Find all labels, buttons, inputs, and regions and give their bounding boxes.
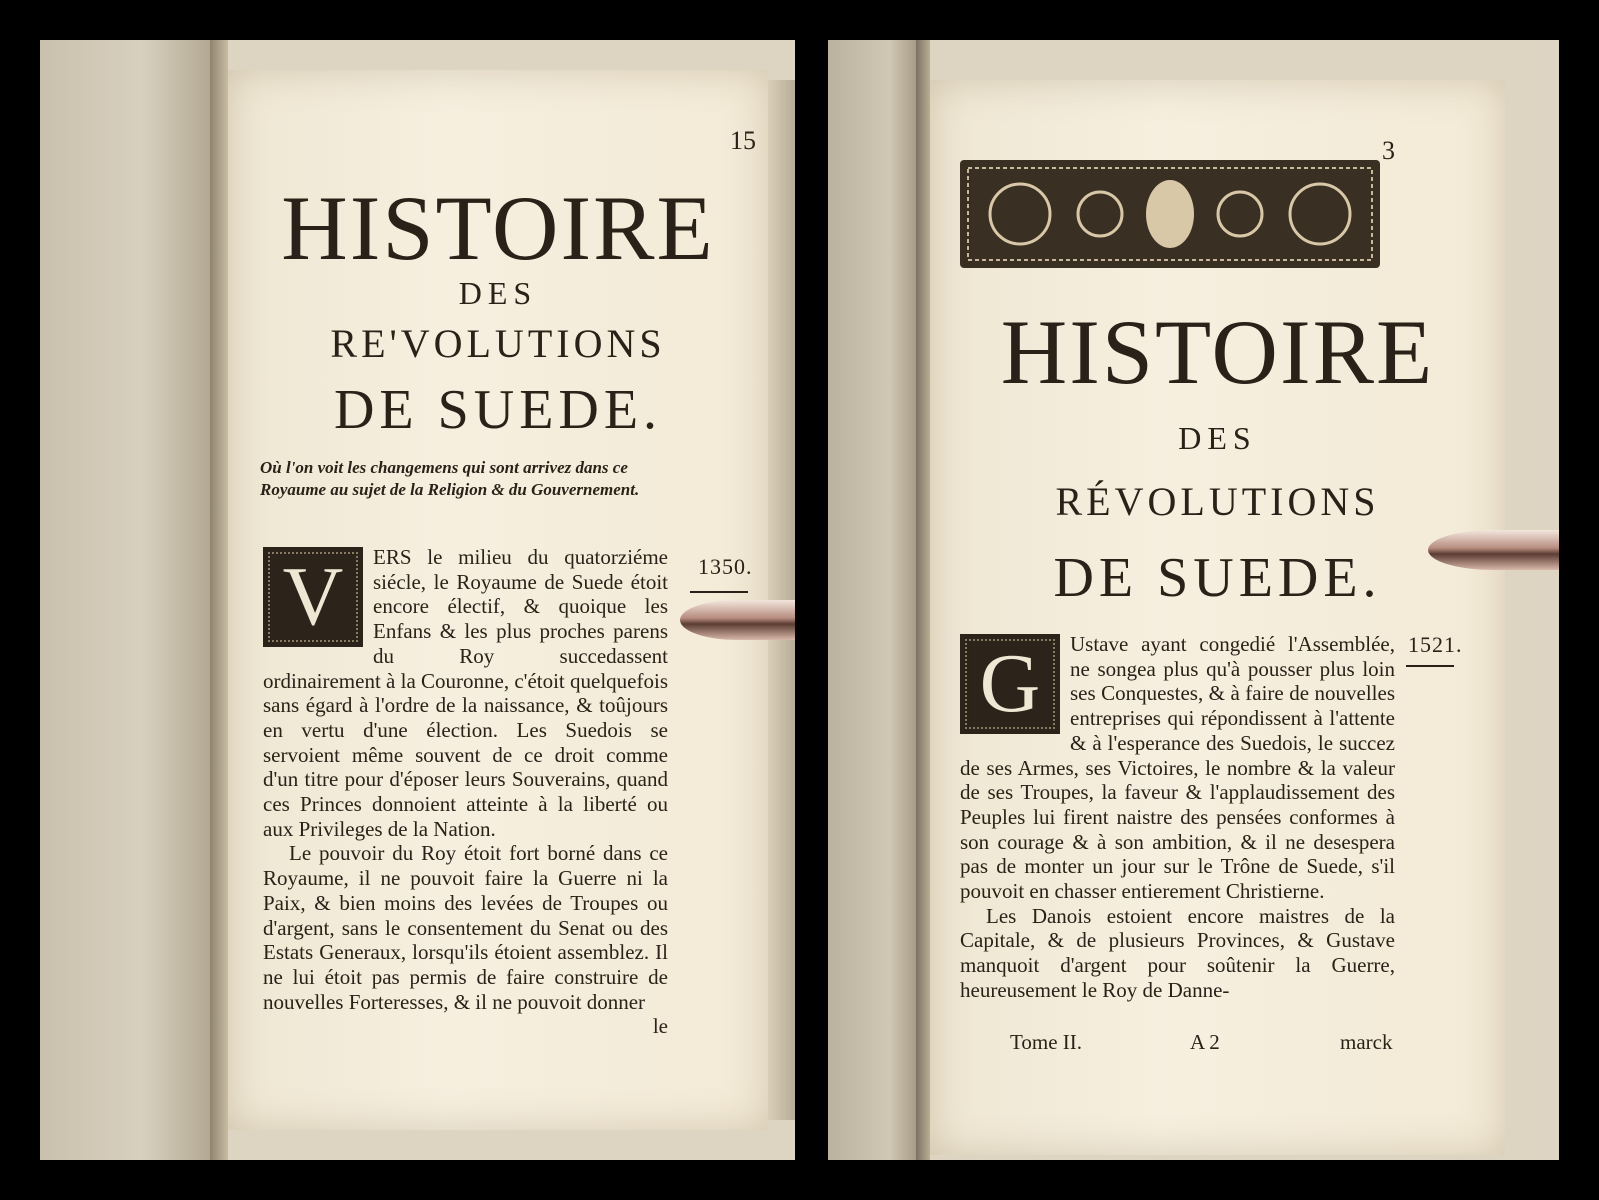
- ornament-headpiece: [960, 160, 1380, 268]
- margin-date: 1350.: [698, 554, 753, 579]
- footer-tome: Tome II.: [1010, 1030, 1083, 1054]
- paragraph-2: Les Danois estoient encore maistres de la Capitale, & de plusieurs Provinces, & Gustave manquoit d'argent pour soûtenir la Guerre, heureusement le Roy de Danne-: [960, 903, 1395, 1002]
- book-gutter: [916, 40, 930, 1160]
- page-3: [930, 80, 1505, 1155]
- margin-rule: [1406, 665, 1454, 667]
- title-histoire: HISTOIRE: [1000, 301, 1435, 403]
- page-number: 15: [730, 126, 756, 155]
- paragraph-1: Ustave ayant congedié l'Assemblée, ne songea plus qu'à pousser plus loin ses Conquestes, & à faire de nouvelles entreprises qui répondissent à l'attente & à l'esperance des Suedois, le succez de ses Armes, ses Victoires, le nombre & la valeur de ses Troupes, la faveur & l'applaudissement des Peuples lui firent naistre des pensées conformes à son courage & à son ambition, & il ne desespera pas de monter un jour sur le Trône de Suede, s'il pouvoit en chasser entierement Christierne.: [960, 632, 1395, 904]
- book-cover-edge: [828, 40, 916, 1160]
- page-15: [228, 70, 768, 1130]
- dropcap-ornamental-initial: V: [263, 547, 363, 647]
- title-de-suede: DE SUEDE.: [1053, 547, 1382, 609]
- title-revolutions: RÉVOLUTIONS: [1055, 479, 1380, 524]
- title-des: DES: [458, 275, 538, 311]
- margin-rule: [690, 591, 748, 593]
- title-revolutions: RE'VOLUTIONS: [330, 321, 666, 366]
- catchword: marck: [1340, 1030, 1393, 1054]
- paragraph-2: Le pouvoir du Roy étoit fort borné dans ce Royaume, il ne pouvoit faire la Guerre ni la Paix, & bien moins des levées de Troupes ou d'argent, sans le consentement du Senat ou des Estats Generaux, lorsqu'ils étoient assemblez. Il ne lui étoit pas permis de faire construire de nouvelles Forteresses, & il ne pouvoit donner: [263, 841, 668, 1014]
- body-text: [960, 632, 1395, 1003]
- book-photo-right: [828, 40, 1559, 1160]
- page-number: 3: [1382, 136, 1395, 165]
- metal-pointer: [1428, 530, 1559, 570]
- body-text: [263, 545, 668, 1039]
- title-des: DES: [1178, 420, 1257, 456]
- book-gutter: [210, 40, 228, 1160]
- book-photo-left: [40, 40, 795, 1160]
- title-de-suede: DE SUEDE.: [333, 379, 663, 441]
- catchword: le: [652, 1014, 668, 1039]
- metal-pointer: [680, 600, 795, 640]
- paragraph-1: ERS le milieu du quatorziéme siécle, le Royaume de Suede étoit encore électif, & quoique les Enfans & les plus proches parens du Roy succedassent ordinairement à la Couronne, c'étoit quelquefois sans égard à l'ordre de la naissance, & toûjours en vertu d'une élection. Les Suedois se servoient même souvent de ce droit comme d'un titre pour d'époser leurs Souverains, quand ces Princes donnoient atteinte à la liberté ou aux Privileges de la Nation.: [263, 545, 668, 841]
- book-cover-edge: [40, 40, 210, 1160]
- dropcap-ornamental-initial: G: [960, 634, 1060, 734]
- subtitle: Où l'on voit les changemens qui sont arrivez dans ce Royaume au sujet de la Religion & du Gouvernement.: [260, 458, 640, 499]
- margin-date: 1521.: [1408, 632, 1463, 657]
- title-histoire: HISTOIRE: [281, 177, 715, 279]
- footer-signature: A 2: [1190, 1030, 1220, 1054]
